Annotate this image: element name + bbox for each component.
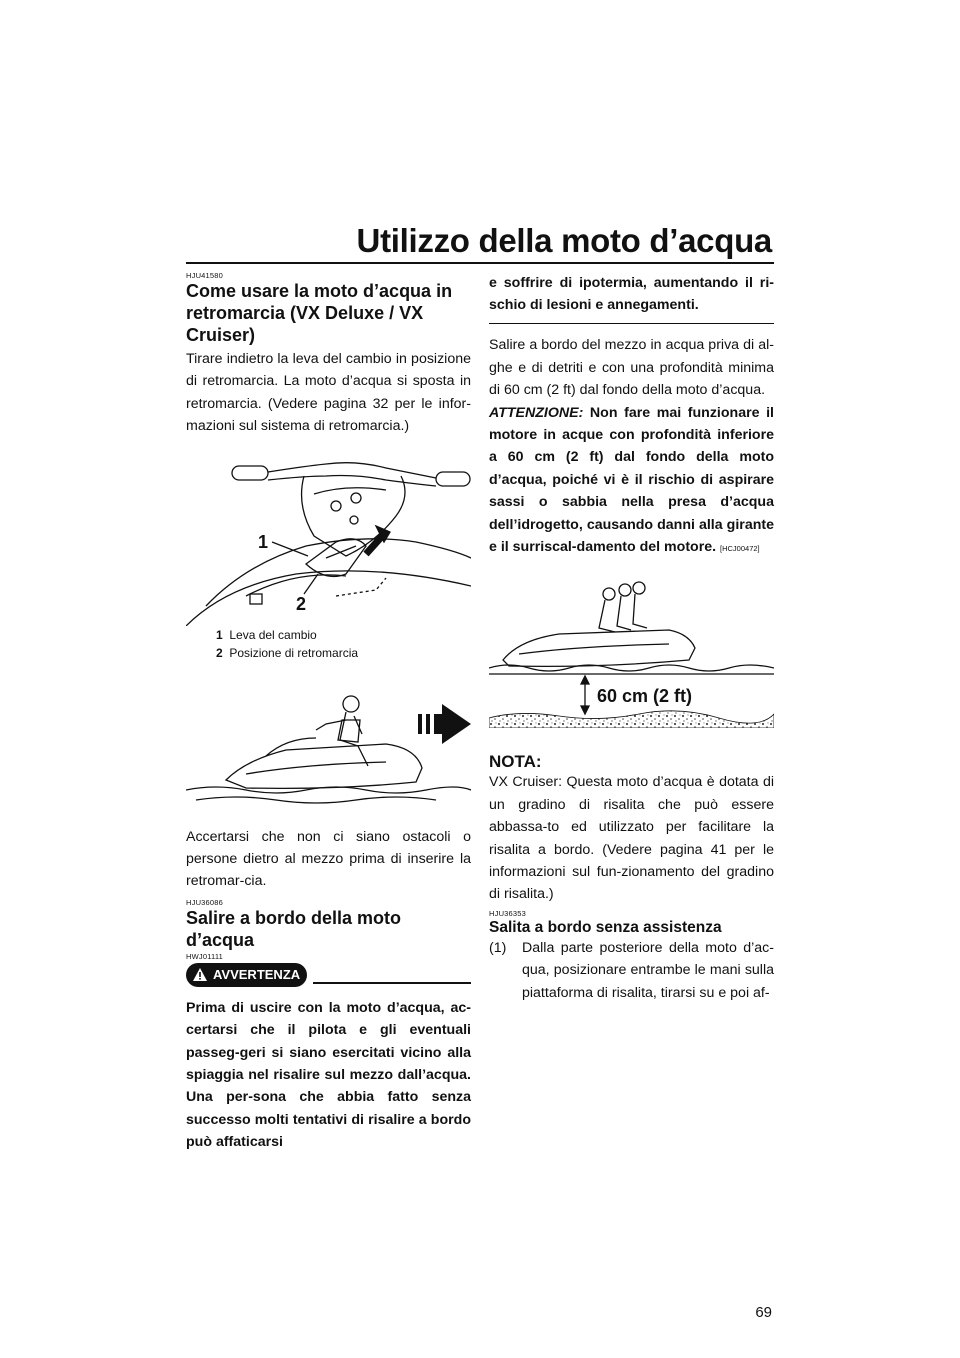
list-item <box>489 937 774 1004</box>
caption-number: 1 <box>216 627 223 642</box>
note-heading: NOTA: <box>489 752 542 772</box>
callout-2: 2 <box>296 593 307 614</box>
step-text: Dalla parte posteriore della moto d’ac-qua, posizionare entrambe le mani sulla piattaforma di risalita, tirarsi su e poi af- <box>522 939 774 1001</box>
right-column <box>489 272 774 1004</box>
reverse-drawing <box>186 690 471 810</box>
warning-text-continued: e soffrire di ipotermia, aumentando il ri-schio di lesioni e annegamenti. <box>489 275 774 314</box>
paragraph: Accertarsi che non ci siano ostacoli o persone dietro al mezzo prima di inserire la retromar-cia. <box>186 828 471 890</box>
attention-label: ATTENZIONE: <box>489 404 584 421</box>
attention-notice <box>489 402 774 561</box>
step-number: (1) <box>489 939 507 956</box>
shift-lever-drawing <box>186 446 471 626</box>
header-rule <box>186 262 774 264</box>
water-depth-drawing <box>489 578 774 728</box>
warning-end-rule <box>489 323 774 325</box>
section-heading: Come usare la moto d’acqua in retromarcia (VX Deluxe / VX Cruiser) <box>186 281 453 345</box>
note-text: VX Cruiser: Questa moto d’acqua è dotata di un gradino di risalita che può essere abbassa-to ed utilizzato per facilitare la risalita a bordo. (Vedere pagina 41 per le informazioni sul fun-zionamento del gradino di risalita.) <box>489 774 774 903</box>
callout-1: 1 <box>258 531 269 552</box>
left-column <box>186 272 471 1154</box>
reverse-illustration <box>186 690 471 810</box>
warning-triangle-icon <box>192 967 208 982</box>
warning-rule <box>313 982 471 984</box>
figure-caption-2 <box>216 644 471 662</box>
caption-number: 2 <box>216 645 223 660</box>
warning-badge <box>186 963 307 987</box>
page-title: Utilizzo della moto d’acqua <box>356 222 772 259</box>
section-code: HJU36353 <box>489 908 527 918</box>
section-code: HJU41580 <box>186 271 224 280</box>
section-heading: Salire a bordo della moto d’acqua <box>186 907 402 950</box>
section-code: HJU36086 <box>186 897 224 907</box>
paragraph: Tirare indietro la leva del cambio in posizione di retromarcia. La moto d’acqua si sposta in retromarcia. (Vedere pagina 32 per le infor-mazioni sul sistema di retromarcia.) <box>186 351 471 435</box>
attention-text: Non fare mai funzionare il motore in acque con profondità inferiore a 60 cm (2 ft) dal fondo della moto d’acqua, poiché vi è il rischio di aspirare sassi o sabbia nella presa d’acqua dell’idrogetto, causando danni alla girante e il surriscal-damento del motore. <box>489 404 774 555</box>
section-heading: Salita a bordo senza assistenza <box>489 918 722 936</box>
caption-text: Leva del cambio <box>229 627 317 642</box>
warning-label: AVVERTENZA <box>213 966 301 982</box>
depth-label: 60 cm (2 ft) <box>597 686 693 707</box>
figure-caption-1 <box>216 626 471 644</box>
water-depth-illustration <box>489 578 774 728</box>
warning-text: Prima di uscire con la moto d’acqua, ac-certarsi che il pilota e gli eventuali passeg-geri si siano esercitati vicino alla spiaggia nel risalire sul mezzo dall’acqua. Una per-sona che abbia fatto senza successo molti tentativi di risalire a bordo può affaticarsi <box>186 999 471 1151</box>
warning-code: HWJ01111 <box>186 951 224 961</box>
page-number: 69 <box>755 1304 772 1321</box>
caption-text: Posizione di retromarcia <box>229 645 359 660</box>
attention-code: [HCJ00472] <box>720 543 760 553</box>
shift-lever-illustration <box>186 446 471 626</box>
paragraph: Salire a bordo del mezzo in acqua priva di al-ghe e di detriti e con una profondità minima di 60 cm (2 ft) dal fondo della moto d’acqua. <box>489 337 774 399</box>
warning-header <box>186 963 471 987</box>
